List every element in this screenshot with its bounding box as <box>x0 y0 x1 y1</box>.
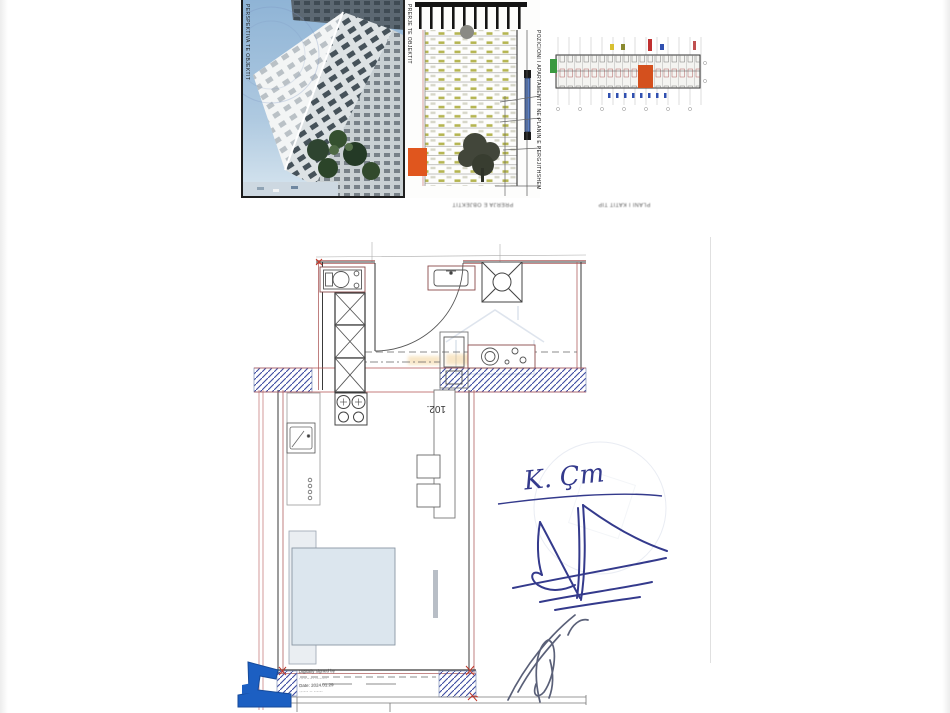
bathroom-sink <box>428 266 475 290</box>
section-caption: PRERJA E OBJEKTIT <box>452 201 514 207</box>
floor-band <box>556 55 700 88</box>
bed <box>289 531 395 664</box>
key-floor-plan <box>550 33 712 118</box>
roof-structure <box>415 2 527 29</box>
bath-appliance <box>468 345 535 368</box>
sliding-door <box>433 570 438 618</box>
stamp-line: Digitally signed by <box>298 668 336 675</box>
stove <box>335 393 367 425</box>
plan-sheet-edge <box>710 237 711 663</box>
building-render-art <box>243 0 405 196</box>
signature-initials: K. Çm <box>522 458 606 497</box>
elevator-core <box>524 30 531 196</box>
stamp-line: ······ ·· ······ <box>299 688 323 695</box>
shaft <box>335 293 365 392</box>
grid-axes <box>316 242 586 262</box>
key-plan-art <box>550 33 712 118</box>
section-orange-block <box>408 148 427 176</box>
building-perspective-photo <box>241 0 407 198</box>
section-art <box>405 0 540 198</box>
section-panel-label: PRERJE TE OBJEKTIT <box>406 4 412 64</box>
blue-stamp-tab <box>242 683 252 694</box>
signatures-block <box>480 430 710 713</box>
street-strip <box>243 182 338 196</box>
blue-stamp-mark <box>228 655 298 713</box>
dimension-row <box>608 93 667 98</box>
digital-signature-stamp <box>299 667 386 696</box>
page-right-edge-shadow <box>942 0 950 713</box>
shower <box>482 262 522 302</box>
second-signature <box>508 615 588 702</box>
signatures-art <box>480 430 710 713</box>
building-section-drawing <box>403 0 540 198</box>
stamp-line: ·········· ········ <box>298 675 328 681</box>
room-number: 102. <box>426 403 446 414</box>
highlighted-apartment <box>638 65 653 88</box>
initials-underline <box>498 494 662 504</box>
perspective-panel-label: PERSPEKTIVA TE OBJEKTIT <box>244 4 250 81</box>
page-left-edge-shadow <box>0 0 8 713</box>
apartment-position-label: POZICIONI I APARTAMENTIT NE PLANIN E PERGJITHSHEM <box>535 30 541 190</box>
washing-machine <box>320 267 365 292</box>
stamp-line: Date: 2024.01.29 <box>299 681 334 688</box>
kitchen-sink <box>287 393 320 505</box>
key-plan-caption: PLANI I KATIT TIP <box>598 201 651 207</box>
entry-door <box>375 263 463 351</box>
